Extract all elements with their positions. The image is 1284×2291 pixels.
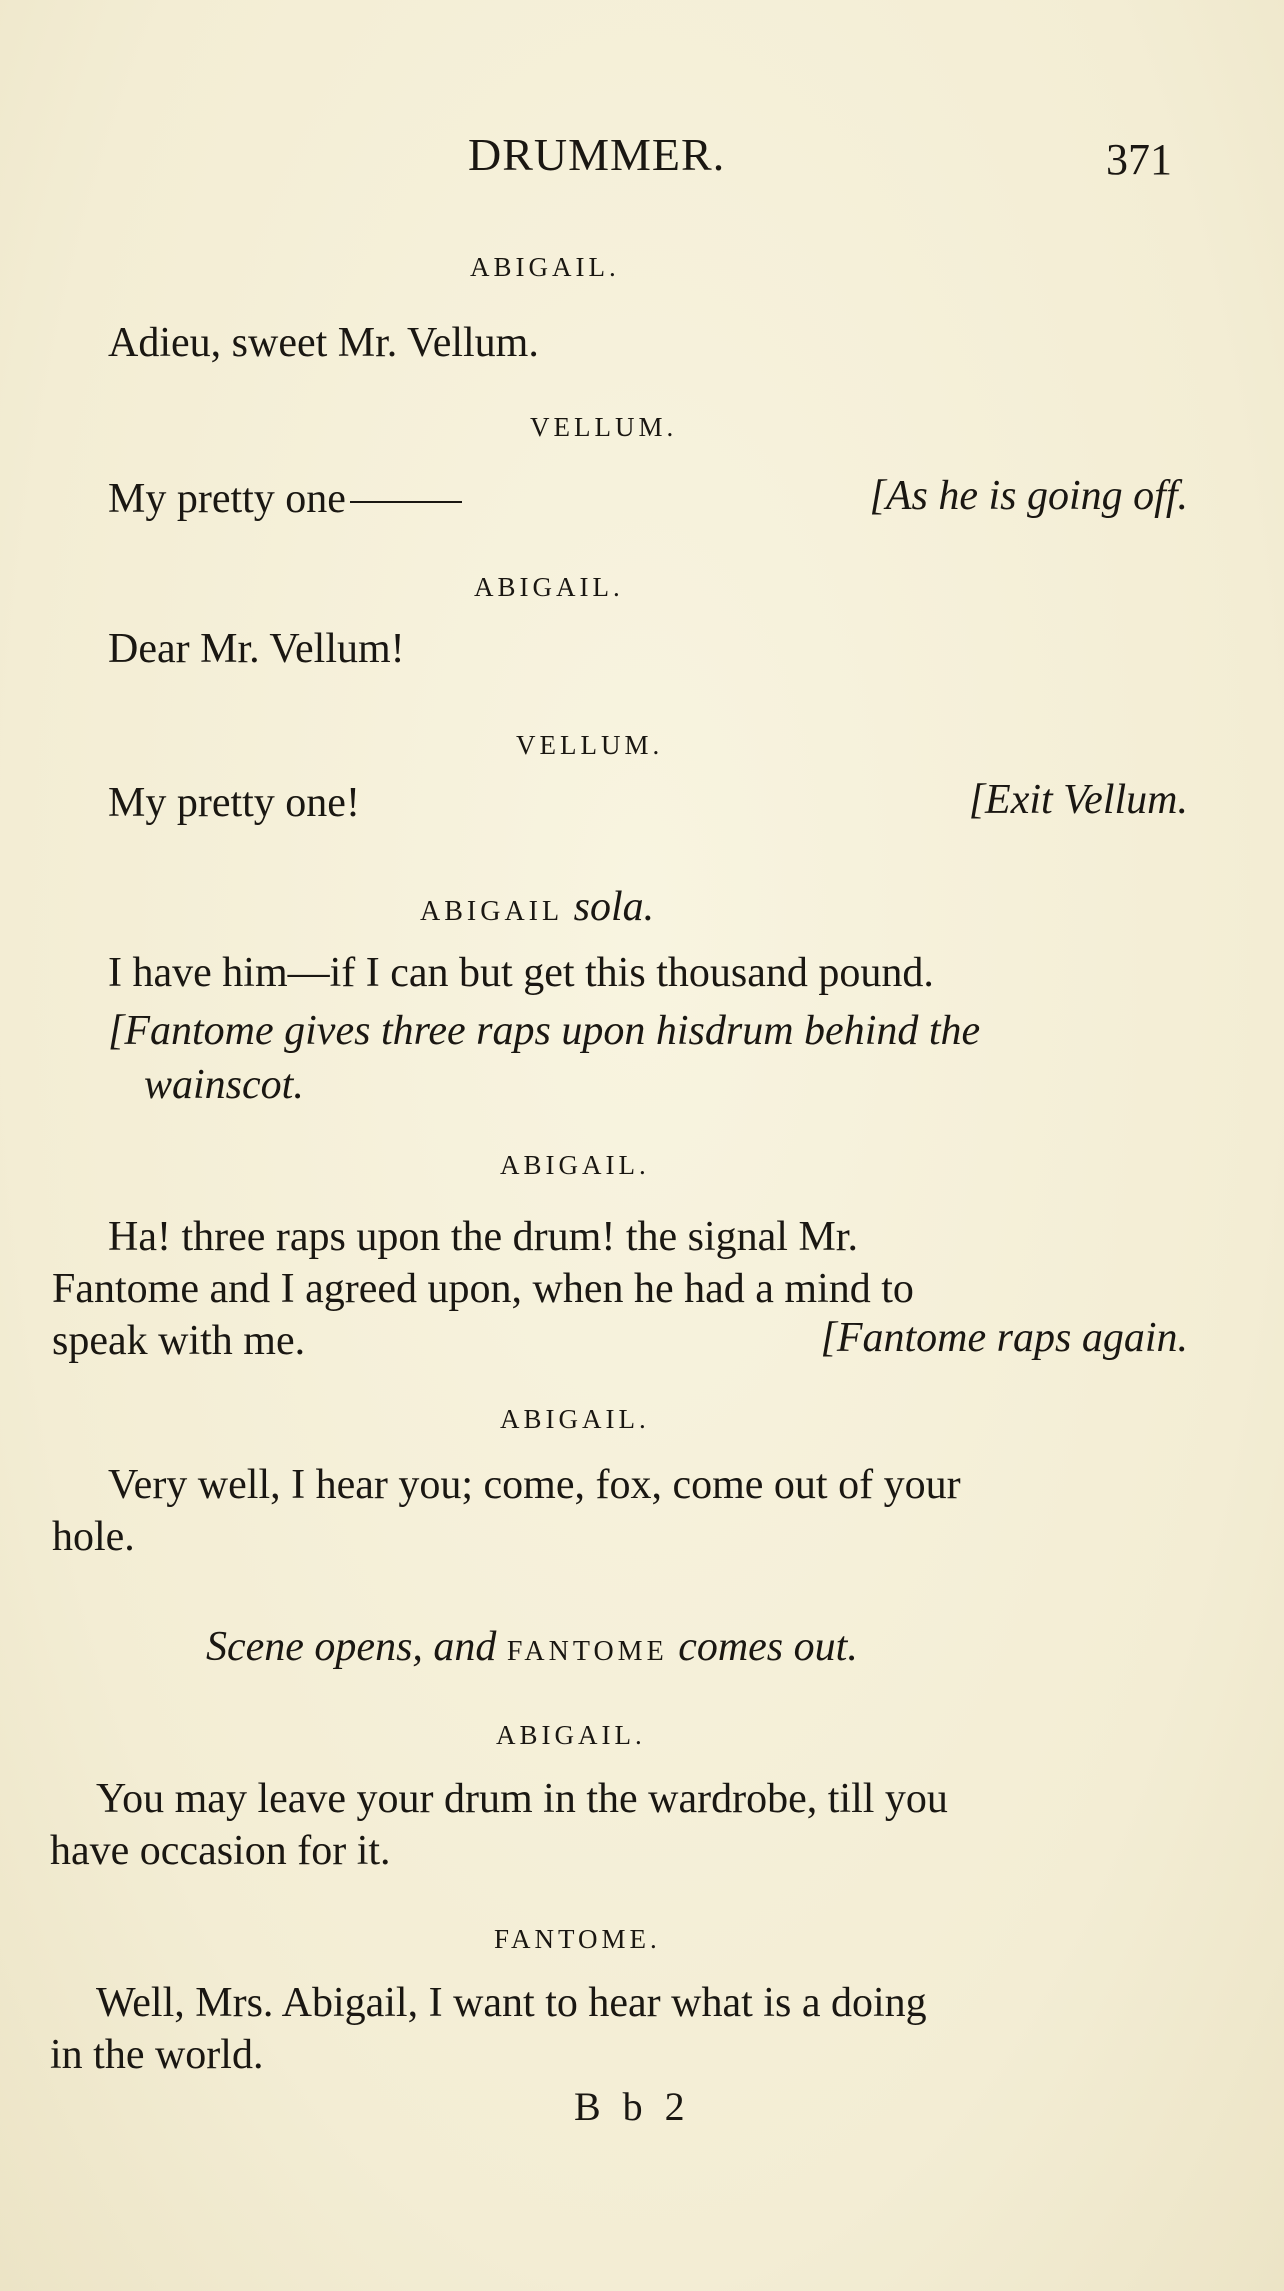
running-header-title: DRUMMER. xyxy=(468,129,726,180)
stage-direction: [Exit Vellum. xyxy=(968,777,1188,823)
dialogue-line: Dear Mr. Vellum! xyxy=(108,626,405,672)
speaker-label: ABIGAIL. xyxy=(470,252,620,282)
speaker-label: FANTOME. xyxy=(494,1924,661,1954)
scene-text: Scene opens, and xyxy=(206,1624,497,1670)
dialogue-line xyxy=(108,472,462,526)
dialogue-line: Adieu, sweet Mr. Vellum. xyxy=(108,320,539,366)
signature-mark: B b 2 xyxy=(574,2084,691,2129)
scene-character: FANTOME xyxy=(506,1636,668,1667)
em-dash-rule xyxy=(350,501,462,503)
speaker-label: ABIGAIL. xyxy=(496,1720,646,1750)
speaker-label: ABIGAIL. xyxy=(474,572,624,602)
scene-direction xyxy=(206,1620,858,1679)
page-number: 371 xyxy=(1106,135,1172,184)
speaker-label-sola xyxy=(420,880,654,939)
speaker-label: ABIGAIL. xyxy=(500,1404,650,1434)
dialogue-line: Ha! three raps upon the drum! the signal Mr. xyxy=(108,1214,858,1260)
stage-direction: wainscot. xyxy=(144,1062,304,1108)
stage-direction: [Fantome gives three raps upon hisdrum behind the xyxy=(108,1008,981,1054)
speaker-suffix: sola. xyxy=(573,884,655,930)
dialogue-line: have occasion for it. xyxy=(50,1828,391,1874)
speaker-label: VELLUM. xyxy=(530,412,678,442)
dialogue-line: Well, Mrs. Abigail, I want to hear what is a doing xyxy=(96,1980,927,2026)
dialogue-line: My pretty one! xyxy=(108,780,360,826)
dialogue-line: hole. xyxy=(52,1514,135,1560)
dialogue-line: Fantome and I agreed upon, when he had a mind to xyxy=(52,1266,914,1312)
dialogue-line: You may leave your drum in the wardrobe, till you xyxy=(96,1776,948,1822)
speaker-label: VELLUM. xyxy=(516,730,664,760)
stage-direction: [As he is going off. xyxy=(869,473,1188,519)
dialogue-text: My pretty one xyxy=(108,476,346,522)
scene-text: comes out. xyxy=(678,1624,858,1670)
speaker-label: ABIGAIL. xyxy=(500,1150,650,1180)
dialogue-line: speak with me. xyxy=(52,1318,306,1364)
dialogue-line: I have him—if I can but get this thousand pound. xyxy=(108,950,934,996)
stage-direction: [Fantome raps again. xyxy=(820,1315,1188,1361)
speaker-name: ABIGAIL xyxy=(420,896,564,927)
dialogue-line: Very well, I hear you; come, fox, come out of your xyxy=(108,1462,961,1508)
dialogue-line: in the world. xyxy=(50,2032,264,2078)
